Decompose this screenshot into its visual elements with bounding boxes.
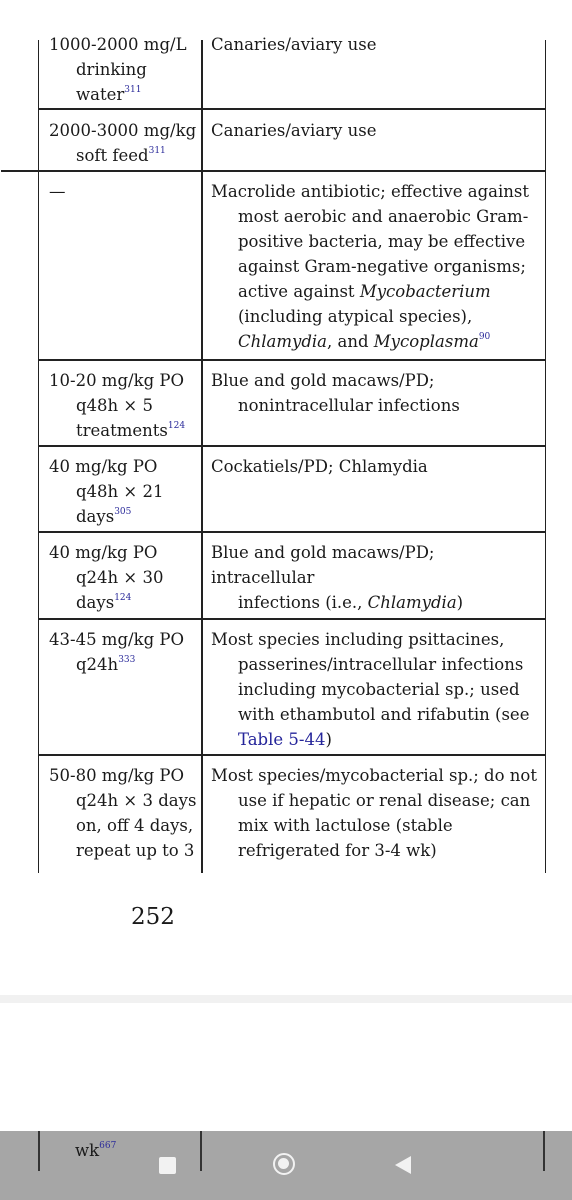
organism-name: Mycobacterium [359, 282, 491, 301]
notes-text: mix with lactulose (stable [238, 816, 453, 835]
dose-text: days [76, 593, 115, 612]
table-row [49, 763, 197, 863]
table-row [49, 454, 197, 529]
notes-cell [211, 763, 541, 863]
row-divider [39, 618, 545, 620]
table-row [49, 32, 197, 107]
dose-text: 43-45 mg/kg PO [49, 630, 185, 649]
row-divider [39, 531, 545, 533]
dose-text: — [49, 182, 66, 201]
dose-text: repeat up to 3 [76, 841, 195, 860]
notes-text: Canaries/aviary use [211, 121, 377, 140]
dose-text: drinking [76, 60, 147, 79]
next-page-fragment [75, 1141, 116, 1160]
notes-cell [211, 32, 541, 57]
dose-text: q48h × 21 [76, 482, 164, 501]
dosage-table [38, 35, 546, 873]
organism-name: Chlamydia [367, 593, 457, 612]
dose-text: 40 mg/kg PO [49, 457, 158, 476]
notes-text: active against [238, 282, 360, 301]
notes-text: nonintracellular infections [238, 396, 460, 415]
notes-cell [211, 179, 541, 354]
table-border [38, 1131, 40, 1171]
reference-link[interactable]: 124 [114, 593, 132, 603]
reference-link[interactable]: 90 [478, 332, 491, 342]
table-row [49, 368, 197, 443]
table-border [543, 1131, 545, 1171]
notes-text: passerines/intracellular infections [238, 655, 524, 674]
reference-link[interactable]: 124 [167, 421, 186, 431]
notes-cell [211, 540, 541, 615]
notes-cell [211, 454, 541, 479]
dose-text: 40 mg/kg PO [49, 543, 158, 562]
dose-text: q24h [76, 655, 119, 674]
row-divider [39, 754, 545, 756]
dose-text: q24h × 3 days [76, 791, 197, 810]
dose-text: wk [75, 1141, 100, 1160]
notes-text: (including atypical species), [238, 307, 473, 326]
organism-name: Chlamydia [238, 332, 328, 351]
row-divider [39, 108, 545, 110]
notes-text: use if hepatic or renal disease; can [238, 791, 531, 810]
dose-text: on, off 4 days, [76, 816, 194, 835]
notes-text: Most species including psittacines, [211, 630, 505, 649]
dose-text: 2000-3000 mg/kg [49, 121, 197, 140]
notes-text: , and [327, 332, 374, 351]
dose-text: 1000-2000 mg/L [49, 35, 187, 54]
triangle-back-icon[interactable] [395, 1156, 411, 1174]
notes-text: Macrolide antibiotic; effective against [211, 182, 529, 201]
reference-link[interactable]: 305 [114, 507, 132, 517]
table-row [49, 179, 197, 204]
notes-text: ) [325, 730, 332, 749]
column-divider [201, 40, 203, 873]
notes-text: positive bacteria, may be effective [238, 232, 526, 251]
notes-cell [211, 368, 541, 418]
page-separator [0, 995, 572, 1003]
notes-cell [211, 118, 541, 143]
reference-link[interactable]: 333 [118, 655, 136, 665]
circle-home-icon[interactable] [273, 1153, 295, 1175]
table-border [200, 1131, 202, 1171]
notes-text: including mycobacterial sp.; used [238, 680, 520, 699]
row-divider [39, 359, 545, 361]
table-reference-link[interactable]: Table 5-44 [238, 730, 326, 749]
table-row [49, 540, 197, 615]
dose-text: 50-80 mg/kg PO [49, 766, 185, 785]
dose-text: days [76, 507, 115, 526]
notes-text: ) [456, 593, 464, 612]
notes-text: refrigerated for 3-4 wk) [238, 841, 437, 860]
reference-link[interactable]: 667 [99, 1141, 117, 1151]
notes-text: Cockatiels/PD; Chlamydia [211, 457, 428, 476]
dose-text: treatments [76, 421, 168, 440]
notes-text: against Gram-negative organisms; [238, 257, 526, 276]
row-divider [1, 170, 545, 172]
reference-link[interactable]: 311 [148, 146, 166, 156]
dose-text: 10-20 mg/kg PO [49, 371, 185, 390]
dose-text: q48h × 5 [76, 396, 153, 415]
notes-text: Blue and gold macaws/PD; [211, 371, 435, 390]
notes-text: Blue and gold macaws/PD; intracellular [211, 543, 435, 587]
android-navigation-bar [0, 1131, 572, 1200]
dose-text: soft feed [76, 146, 149, 165]
notes-text: Canaries/aviary use [211, 35, 377, 54]
dose-text: q24h × 30 [76, 568, 164, 587]
notes-text: Most species/mycobacterial sp.; do not [211, 766, 537, 785]
row-divider [39, 445, 545, 447]
organism-name: Mycoplasma [373, 332, 479, 351]
dose-text: water [76, 85, 125, 104]
notes-cell [211, 627, 541, 752]
notes-text: infections (i.e., [238, 593, 368, 612]
table-row [49, 627, 197, 677]
table-row [49, 118, 197, 168]
square-icon[interactable] [159, 1157, 176, 1174]
notes-text: with ethambutol and rifabutin (see [238, 705, 530, 724]
reference-link[interactable]: 311 [124, 85, 142, 95]
notes-text: most aerobic and anaerobic Gram- [238, 207, 529, 226]
page-number: 252 [131, 904, 175, 930]
